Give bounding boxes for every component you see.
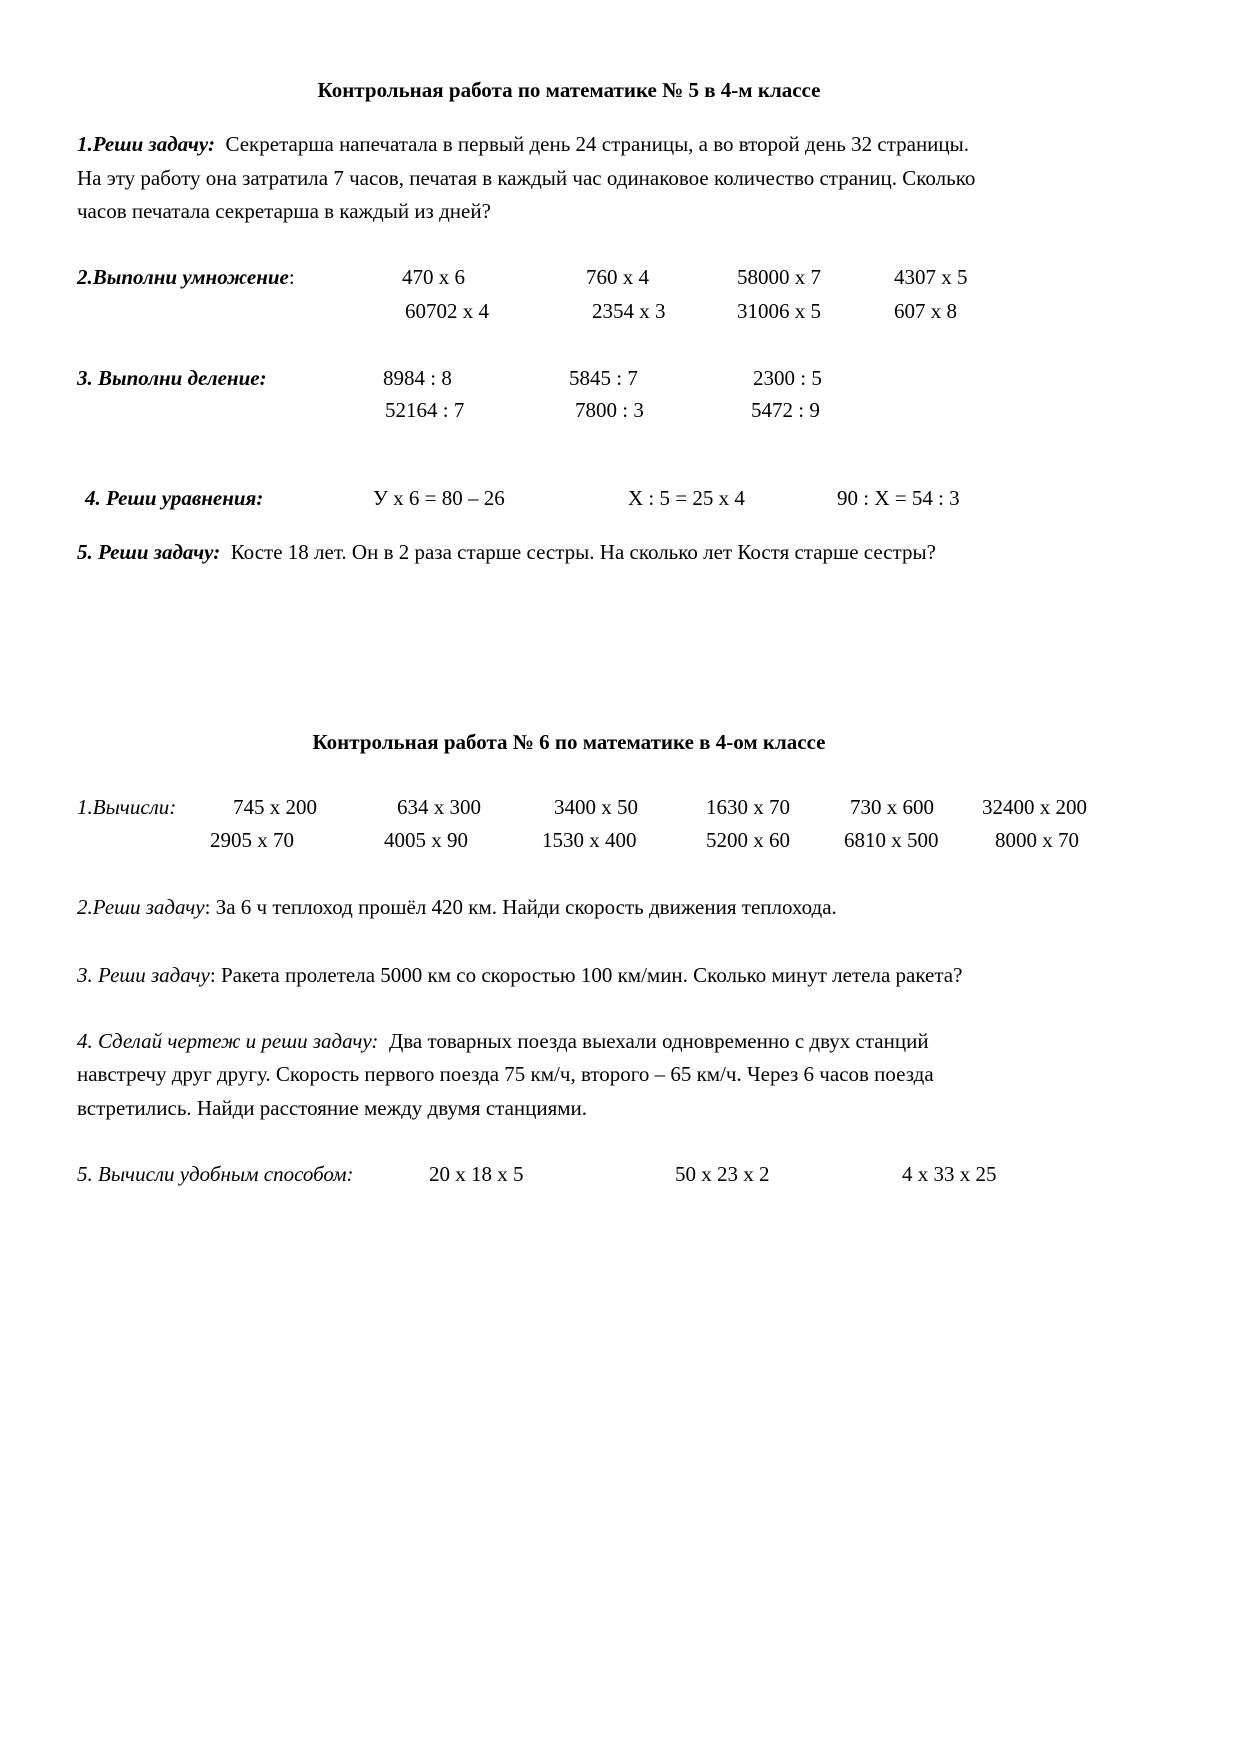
expression: 8000 x 70 [995, 828, 1079, 852]
expression: 5200 x 60 [706, 828, 790, 852]
expression: 5472 : 9 [751, 398, 820, 422]
expression: 2905 x 70 [210, 828, 294, 852]
expression: 4005 x 90 [384, 828, 468, 852]
task-text: навстречу друг другу. Скорость первого поезда 75 км/ч, второго – 65 км/ч. Через 6 часов поезда [77, 1062, 934, 1086]
test5-task1 [77, 132, 969, 156]
task-text: На эту работу она затратила 7 часов, печатая в каждый час одинаковое количество страниц. Сколько [77, 166, 976, 190]
task-text: встретились. Найди расстояние между двумя станциями. [77, 1096, 588, 1120]
expression: 1530 x 400 [542, 828, 637, 852]
expression: 745 x 200 [233, 795, 317, 819]
test6-task1-label: 1.Вычисли: [77, 795, 177, 819]
test6-task2: 2.Реши задачу: За 6 ч теплоход прошёл 420 км. Найди скорость движения теплохода. [77, 895, 837, 919]
expression: 60702 x 4 [405, 299, 489, 323]
test5-task2-label: 2.Выполни умножение: [77, 265, 295, 289]
test5-task5: 5. Реши задачу: Косте 18 лет. Он в 2 раза старше сестры. На сколько лет Костя старше сестры? [77, 540, 936, 564]
expression: 31006 x 5 [737, 299, 821, 323]
expression: 20 x 18 x 5 [429, 1162, 524, 1186]
expression: 1630 x 70 [706, 795, 790, 819]
expression: 607 x 8 [894, 299, 957, 323]
expression: 2300 : 5 [753, 366, 822, 390]
task-label: 1.Реши задачу: [77, 132, 215, 156]
test5-task3-label: 3. Выполни деление: [77, 366, 267, 390]
expression: 5845 : 7 [569, 366, 638, 390]
expression: 8984 : 8 [383, 366, 452, 390]
expression: 4 x 33 x 25 [902, 1162, 997, 1186]
equation: У x 6 = 80 – 26 [373, 486, 505, 510]
test6-task3: 3. Реши задачу: Ракета пролетела 5000 км со скоростью 100 км/мин. Сколько минут летела ракета? [77, 963, 963, 987]
test5-title: Контрольная работа по математике № 5 в 4-м классе [317, 78, 821, 102]
equation: 90 : Х = 54 : 3 [837, 486, 960, 510]
expression: 2354 x 3 [592, 299, 666, 323]
expression: 4307 x 5 [894, 265, 968, 289]
test6-task5-label: 5. Вычисли удобным способом: [77, 1162, 354, 1186]
expression: 50 x 23 x 2 [675, 1162, 770, 1186]
expression: 6810 x 500 [844, 828, 939, 852]
expression: 52164 : 7 [385, 398, 465, 422]
expression: 760 x 4 [586, 265, 649, 289]
expression: 730 x 600 [850, 795, 934, 819]
task-text: часов печатала секретарша в каждый из дней? [77, 199, 491, 223]
equation: Х : 5 = 25 x 4 [628, 486, 745, 510]
expression: 7800 : 3 [575, 398, 644, 422]
expression: 3400 x 50 [554, 795, 638, 819]
expression: 470 x 6 [402, 265, 465, 289]
expression: 58000 x 7 [737, 265, 821, 289]
expression: 634 x 300 [397, 795, 481, 819]
test5-task4-label: 4. Реши уравнения: [85, 486, 264, 510]
test6-title: Контрольная работа № 6 по математике в 4-ом классе [312, 730, 826, 754]
expression: 32400 x 200 [982, 795, 1087, 819]
task-text: Секретарша напечатала в первый день 24 страницы, а во второй день 32 страницы. [225, 132, 970, 156]
test6-task4: 4. Сделай чертеж и реши задачу: Два товарных поезда выехали одновременно с двух станций [77, 1029, 929, 1053]
